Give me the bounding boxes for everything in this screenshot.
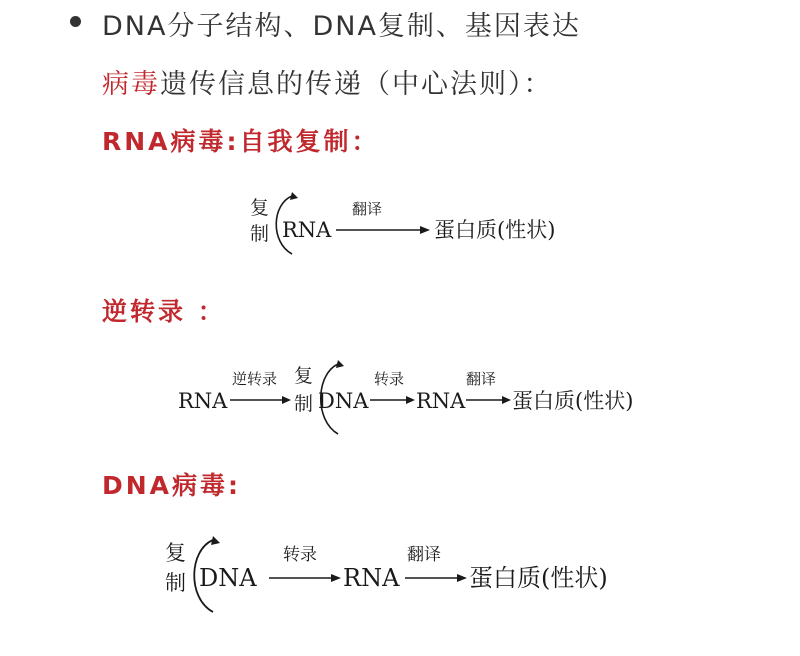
replicate-loop-arrowhead xyxy=(290,192,298,200)
heading-reverse-transcription: 逆转录 ： xyxy=(102,297,226,326)
bullet-title: DNA分子结构、DNA复制、基因表达 xyxy=(102,11,581,42)
arrow-reverse-head xyxy=(282,396,291,404)
bullet-dot xyxy=(70,16,81,27)
flow-rna-virus xyxy=(248,190,568,260)
replicate-label-top: 复 xyxy=(250,197,270,219)
arrow-translate-head xyxy=(502,396,511,404)
arrow-label-translate: 翻译 xyxy=(407,545,441,565)
replicate-loop-arrowhead xyxy=(336,360,344,368)
replicate-label-bottom: 制 xyxy=(250,223,270,245)
replicate-loop-arrowhead xyxy=(211,536,220,545)
arrow-label-transcribe: 转录 xyxy=(283,545,317,565)
node-rna-start: RNA xyxy=(178,389,228,413)
node-protein: 蛋白质(性状) xyxy=(512,389,634,413)
node-rna: RNA xyxy=(343,564,400,592)
arrow-label-translate: 翻译 xyxy=(352,200,383,218)
arrow-translate-head xyxy=(457,574,467,582)
heading-rna-virus: RNA病毒:自我复制： xyxy=(102,127,380,156)
arrow-label-reverse: 逆转录 xyxy=(232,370,278,388)
flow-reverse-transcription-svg xyxy=(178,360,638,440)
replicate-label-bottom: 制 xyxy=(165,571,186,595)
flow-dna-virus-svg xyxy=(165,536,655,616)
intro-rest: 遗传信息的传递（中心法则）： xyxy=(160,69,553,100)
flow-reverse-transcription xyxy=(178,360,638,440)
arrow-translate-head xyxy=(420,226,430,234)
arrow-transcribe-head xyxy=(331,574,341,582)
intro-highlight: 病毒 xyxy=(102,69,160,100)
node-rna: RNA xyxy=(282,218,332,242)
replicate-label-top: 复 xyxy=(165,541,186,565)
node-protein: 蛋白质(性状) xyxy=(434,218,556,242)
node-protein: 蛋白质(性状) xyxy=(469,564,608,592)
replicate-label-bottom: 制 xyxy=(294,393,314,415)
flow-rna-virus-svg xyxy=(248,190,568,260)
arrow-transcribe-head xyxy=(406,396,415,404)
node-rna-mid: RNA xyxy=(416,389,466,413)
replicate-label-top: 复 xyxy=(294,365,314,387)
arrow-label-translate: 翻译 xyxy=(466,370,497,388)
flow-dna-virus xyxy=(165,536,655,616)
intro-line xyxy=(102,62,553,101)
arrow-label-transcribe: 转录 xyxy=(374,370,405,388)
heading-dna-virus: DNA病毒: xyxy=(102,471,242,500)
node-dna: DNA xyxy=(318,389,369,413)
node-dna: DNA xyxy=(199,564,257,592)
